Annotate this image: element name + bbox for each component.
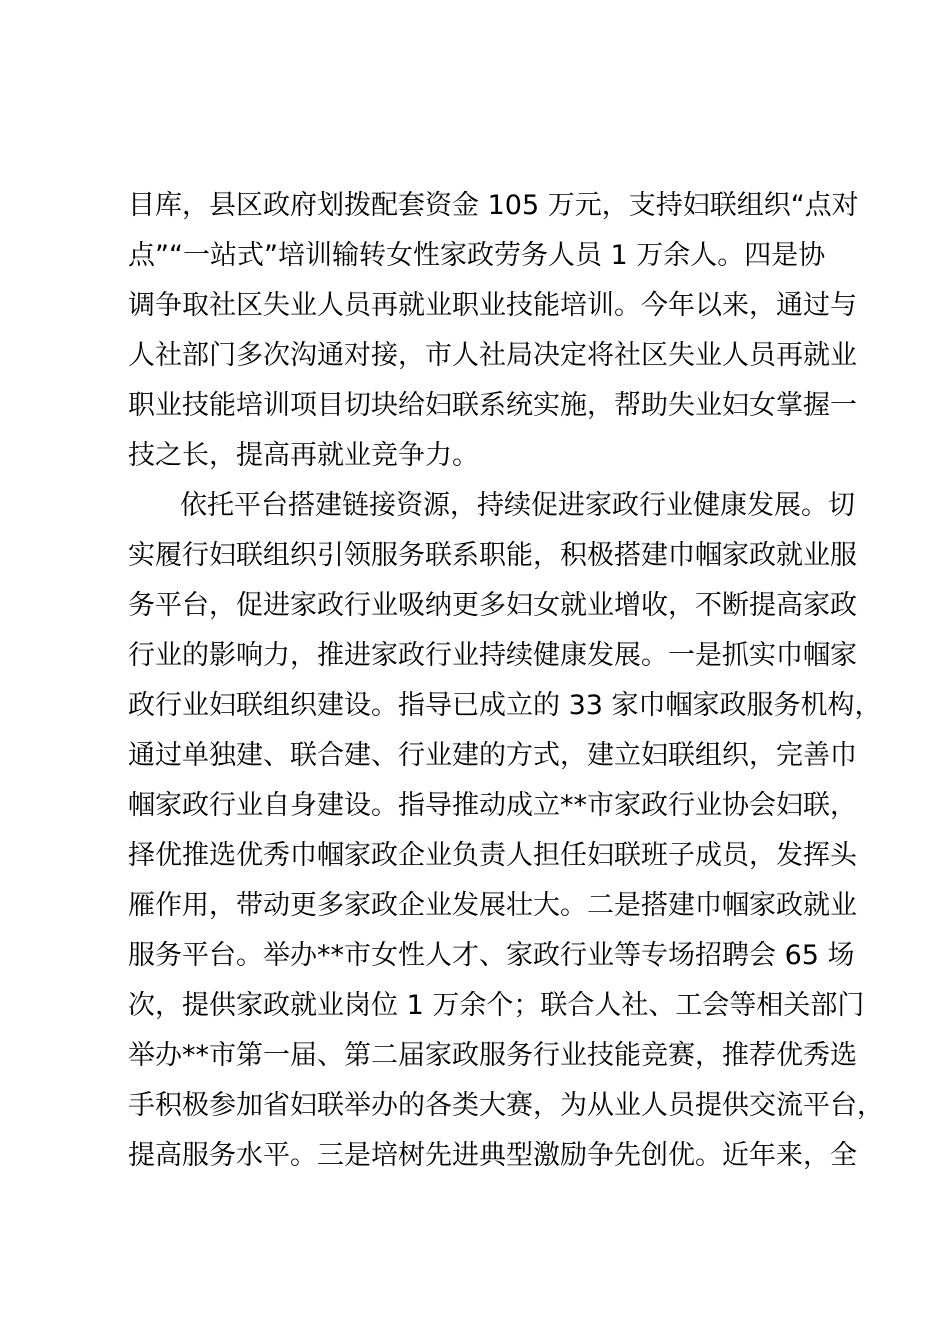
text-line: 雁作用，带动更多家政企业发展壮大。二是搭建巾帼家政就业 (128, 890, 857, 921)
text-line: 举办**市第一届、第二届家政服务行业技能竞赛，推荐优秀选 (128, 1040, 857, 1071)
text-line: 人社部门多次沟通对接，市人社局决定将社区失业人员再就业 (128, 340, 857, 371)
text-line: 通过单独建、联合建、行业建的方式，建立妇联组织，完善巾 (128, 740, 857, 771)
text-line: 政行业妇联组织建设。指导已成立的 33 家巾帼家政服务机构， (128, 690, 882, 721)
text-line: 次，提供家政就业岗位 1 万余个；联合人社、工会等相关部门 (128, 990, 865, 1021)
text-line: 目库，县区政府划拨配套资金 105 万元，支持妇联组织“点对 (128, 190, 859, 221)
text-line: 点”“一站式”培训输转女性家政劳务人员 1 万余人。四是协 (128, 240, 826, 271)
text-line: 实履行妇联组织引领服务联系职能，积极搭建巾帼家政就业服 (128, 540, 857, 571)
text-line: 帼家政行业自身建设。指导推动成立**市家政行业协会妇联， (128, 790, 857, 821)
paragraph-first-line: 依托平台搭建链接资源，持续促进家政行业健康发展。切 (180, 490, 855, 521)
text-line: 择优推选优秀巾帼家政企业负责人担任妇联班子成员，发挥头 (128, 840, 857, 871)
text-line: 服务平台。举办**市女性人才、家政行业等专场招聘会 65 场 (128, 940, 855, 971)
text-line: 务平台，促进家政行业吸纳更多妇女就业增收，不断提高家政 (128, 590, 857, 621)
text-line: 职业技能培训项目切块给妇联系统实施，帮助失业妇女掌握一 (128, 390, 857, 421)
text-line: 行业的影响力，推进家政行业持续健康发展。一是抓实巾帼家 (128, 640, 857, 671)
text-line: 手积极参加省妇联举办的各类大赛，为从业人员提供交流平台， (128, 1090, 884, 1121)
text-line: 技之长，提高再就业竞争力。 (128, 440, 479, 471)
text-line: 提高服务水平。三是培树先进典型激励争先创优。近年来，全 (128, 1140, 857, 1171)
text-line: 调争取社区失业人员再就业职业技能培训。今年以来，通过与 (128, 290, 857, 321)
